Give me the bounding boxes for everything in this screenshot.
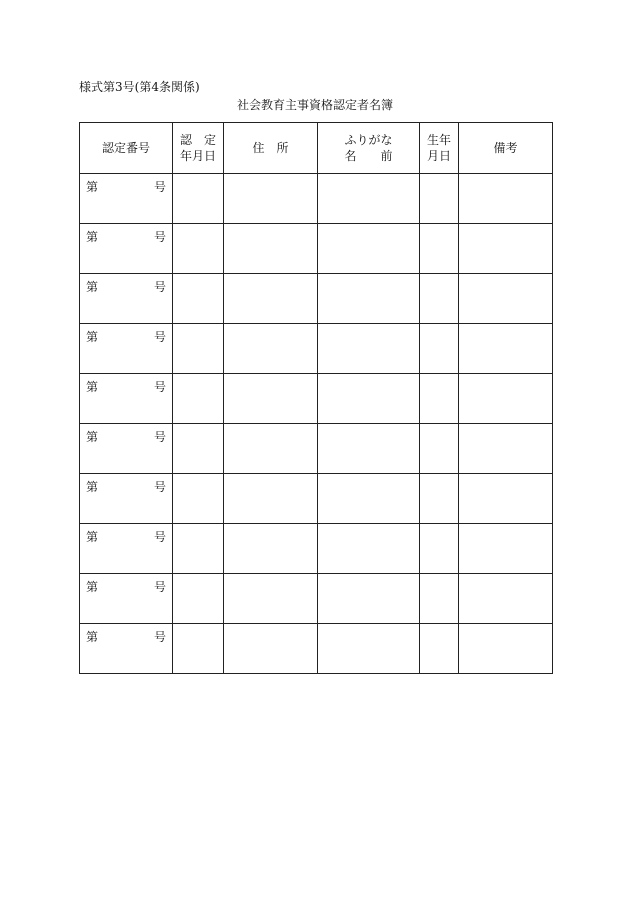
header-cert-date-line2: 年月日 (179, 149, 216, 163)
cell-birth-date[interactable] (420, 524, 459, 574)
cell-name[interactable] (318, 624, 420, 674)
header-address: 住 所 (224, 123, 318, 174)
form-label: 様式第3号(第4条関係) (79, 80, 200, 94)
cert-number-suffix: 号 (153, 580, 166, 594)
cell-remarks[interactable] (459, 574, 553, 624)
cell-cert-number[interactable] (80, 624, 173, 674)
cell-birth-date[interactable] (420, 624, 459, 674)
table-row (80, 274, 553, 324)
header-name-line1: ふりがな (344, 133, 393, 147)
cert-number-prefix: 第 (86, 280, 99, 294)
cell-cert-number[interactable] (80, 174, 173, 224)
cell-name[interactable] (318, 424, 420, 474)
cell-cert-number[interactable] (80, 474, 173, 524)
cell-cert-date[interactable] (173, 374, 224, 424)
cert-number-prefix: 第 (86, 430, 99, 444)
cell-remarks[interactable] (459, 624, 553, 674)
cert-number-suffix: 号 (153, 530, 166, 544)
cell-cert-date[interactable] (173, 524, 224, 574)
cell-remarks[interactable] (459, 374, 553, 424)
cert-number-prefix: 第 (86, 480, 99, 494)
cell-name[interactable] (318, 524, 420, 574)
header-cert-date (173, 123, 224, 174)
cell-cert-date[interactable] (173, 624, 224, 674)
table-row (80, 424, 553, 474)
cell-remarks[interactable] (459, 274, 553, 324)
cell-birth-date[interactable] (420, 224, 459, 274)
cell-birth-date[interactable] (420, 574, 459, 624)
table-row (80, 324, 553, 374)
cell-cert-date[interactable] (173, 224, 224, 274)
cell-birth-date[interactable] (420, 174, 459, 224)
document-title: 社会教育主事資格認定者名簿 (236, 98, 393, 112)
table-row (80, 474, 553, 524)
cell-name[interactable] (318, 324, 420, 374)
cell-name[interactable] (318, 174, 420, 224)
header-birth-date (420, 123, 459, 174)
cell-address[interactable] (224, 524, 318, 574)
cert-number-suffix: 号 (153, 380, 166, 394)
cell-remarks[interactable] (459, 224, 553, 274)
cell-address[interactable] (224, 624, 318, 674)
cert-number-prefix: 第 (86, 530, 99, 544)
cell-cert-date[interactable] (173, 274, 224, 324)
cert-number-prefix: 第 (86, 330, 99, 344)
cell-name[interactable] (318, 374, 420, 424)
header-name-line2: 名 前 (344, 149, 393, 163)
cell-name[interactable] (318, 574, 420, 624)
cell-cert-number[interactable] (80, 374, 173, 424)
cert-number-suffix: 号 (153, 430, 166, 444)
cert-number-prefix: 第 (86, 180, 99, 194)
cell-name[interactable] (318, 474, 420, 524)
header-birth-line1: 生年 (426, 133, 451, 147)
cell-remarks[interactable] (459, 424, 553, 474)
cell-cert-number[interactable] (80, 224, 173, 274)
cell-remarks[interactable] (459, 474, 553, 524)
register-body (80, 174, 553, 674)
cell-remarks[interactable] (459, 524, 553, 574)
cell-address[interactable] (224, 574, 318, 624)
header-cert-number: 認定番号 (80, 123, 173, 174)
register-table (79, 122, 553, 674)
cell-address[interactable] (224, 424, 318, 474)
header-row (80, 123, 553, 174)
table-row (80, 174, 553, 224)
cell-name[interactable] (318, 274, 420, 324)
cell-birth-date[interactable] (420, 474, 459, 524)
cert-number-suffix: 号 (153, 180, 166, 194)
cell-cert-number[interactable] (80, 574, 173, 624)
cell-cert-number[interactable] (80, 424, 173, 474)
cell-cert-date[interactable] (173, 174, 224, 224)
cert-number-suffix: 号 (153, 480, 166, 494)
header-cert-date-line1: 認 定 (179, 133, 216, 147)
table-row (80, 374, 553, 424)
cell-birth-date[interactable] (420, 324, 459, 374)
cell-cert-date[interactable] (173, 474, 224, 524)
cert-number-suffix: 号 (153, 280, 166, 294)
cell-address[interactable] (224, 374, 318, 424)
cell-address[interactable] (224, 174, 318, 224)
table-row (80, 224, 553, 274)
cert-number-suffix: 号 (153, 630, 166, 644)
cert-number-prefix: 第 (86, 230, 99, 244)
cell-address[interactable] (224, 474, 318, 524)
cert-number-suffix: 号 (153, 330, 166, 344)
table-row (80, 524, 553, 574)
cell-name[interactable] (318, 224, 420, 274)
cert-number-suffix: 号 (153, 230, 166, 244)
cell-cert-number[interactable] (80, 324, 173, 374)
header-remarks: 備考 (459, 123, 553, 174)
cell-cert-number[interactable] (80, 274, 173, 324)
table-row (80, 624, 553, 674)
cell-address[interactable] (224, 274, 318, 324)
cell-cert-date[interactable] (173, 574, 224, 624)
cell-address[interactable] (224, 324, 318, 374)
cert-number-prefix: 第 (86, 580, 99, 594)
cell-address[interactable] (224, 224, 318, 274)
cell-birth-date[interactable] (420, 374, 459, 424)
cell-remarks[interactable] (459, 174, 553, 224)
cell-cert-date[interactable] (173, 324, 224, 374)
cell-cert-number[interactable] (80, 524, 173, 574)
register-header (80, 123, 553, 174)
header-birth-line2: 月日 (426, 149, 451, 163)
cell-cert-date[interactable] (173, 424, 224, 474)
header-name (318, 123, 420, 174)
cert-number-prefix: 第 (86, 380, 99, 394)
cell-birth-date[interactable] (420, 274, 459, 324)
table-row (80, 574, 553, 624)
cell-birth-date[interactable] (420, 424, 459, 474)
cert-number-prefix: 第 (86, 630, 99, 644)
cell-remarks[interactable] (459, 324, 553, 374)
